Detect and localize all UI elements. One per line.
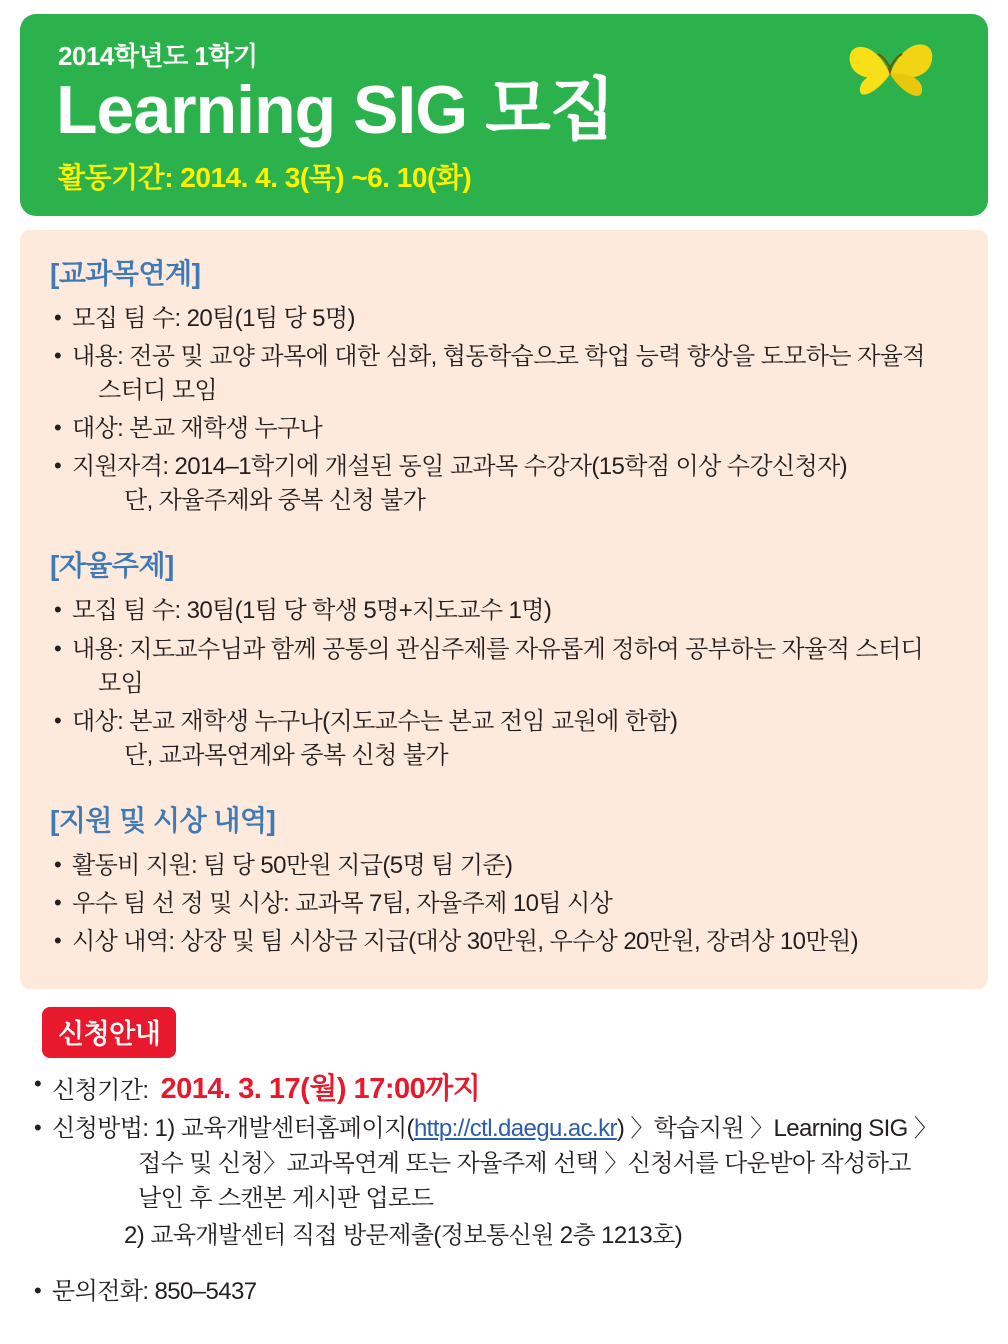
apply-method-line1-pre: 1) 교육개발센터홈페이지( xyxy=(154,1115,414,1143)
list-item-text: 활동비 지원: 팀 당 50만원 지급(5명 팀 기준) xyxy=(72,851,513,879)
list-item xyxy=(46,887,962,921)
section-title: [지원 및 시상 내역] xyxy=(50,804,276,836)
section-free-topic xyxy=(46,544,962,772)
section-title: [자율주제] xyxy=(50,550,174,582)
apply-method-line3: 날인 후 스캔본 게시판 업로드 xyxy=(138,1184,434,1212)
list-item-text: 내용: 전공 및 교양 과목에 대한 심화, 협동학습으로 학업 능력 향상을 도모하는 자율적 xyxy=(72,343,925,371)
list-item-text: 모집 팀 수: 30팀(1팀 당 학생 5명+지도교수 1명) xyxy=(72,597,552,625)
butterfly-icon xyxy=(844,32,940,116)
poster-header xyxy=(20,14,988,216)
content-panel xyxy=(20,230,988,989)
list-item-continuation: 단, 교과목연계와 중복 신청 불가 xyxy=(124,741,448,769)
list-item-text: 내용: 지도교수님과 함께 공통의 관심주제를 자유롭게 정하여 공부하는 자율적 스터디 xyxy=(72,635,924,663)
section-bullet-list xyxy=(46,594,962,772)
list-item-text: 모집 팀 수: 20팀(1팀 당 5명) xyxy=(72,305,355,332)
list-item-continuation: 스터디 모임 xyxy=(98,377,217,405)
list-item-text: 지원자격: 2014–1학기에 개설된 동일 교과목 수강자(15학점 이상 수강신청자) xyxy=(72,453,848,481)
apply-method-line4: 2) 교육개발센터 직접 방문제출(정보통신원 2층 1213호) xyxy=(124,1221,683,1249)
list-item xyxy=(46,412,962,446)
section-course-linked xyxy=(46,252,962,518)
apply-period-label: 신청기간: xyxy=(52,1077,149,1105)
apply-deadline-value: 2014. 3. 17(월) 17:00까지 xyxy=(160,1073,481,1106)
apply-phone-item xyxy=(26,1275,982,1310)
page-title: Learning SIG 모집 xyxy=(56,72,615,148)
apply-method-line1-post: ) 〉학습지원 〉Learning SIG 〉 xyxy=(616,1115,938,1143)
section-title: [교과목연계] xyxy=(50,258,201,289)
list-item xyxy=(46,340,962,408)
list-item xyxy=(46,633,962,701)
list-item-continuation: 단, 자율주제와 중복 신청 불가 xyxy=(124,487,426,515)
section-bullet-list xyxy=(46,849,962,959)
list-item-text: 우수 팀 선 정 및 시상: 교과목 7팀, 자율주제 10팀 시상 xyxy=(72,889,613,917)
list-item-text: 대상: 본교 재학생 누구나(지도교수는 본교 전임 교원에 한함) xyxy=(72,707,678,735)
list-item-text: 대상: 본교 재학생 누구나 xyxy=(72,415,323,443)
header-activity-period: 활동기간: 2014. 4. 3(목) ~6. 10(화) xyxy=(58,162,472,194)
section-bullet-list xyxy=(46,302,962,518)
list-item xyxy=(46,302,962,336)
contact-phone: 문의전화: 850–5437 xyxy=(52,1278,257,1306)
list-item-text: 시상 내역: 상장 및 팀 시상금 지급(대상 30만원, 우수상 20만원, 장려상 10만원) xyxy=(72,928,858,956)
list-item xyxy=(46,925,962,959)
ctl-homepage-link[interactable]: http://ctl.daegu.ac.kr xyxy=(413,1115,617,1143)
apply-method-label: 신청방법: xyxy=(52,1115,149,1143)
list-item xyxy=(46,705,962,773)
apply-method-line2: 접수 및 신청〉교과목연계 또는 자율주제 선택 〉신청서를 다운받아 작성하고 xyxy=(138,1149,911,1177)
status-badge: 신청안내 xyxy=(42,1007,176,1058)
header-eyebrow: 2014학년도 1학기 xyxy=(58,41,258,71)
apply-bullet-list xyxy=(26,1068,982,1310)
section-support-awards xyxy=(46,799,962,959)
apply-method-item xyxy=(26,1112,982,1253)
list-item-continuation: 모임 xyxy=(98,669,144,697)
list-item xyxy=(46,594,962,628)
apply-period-item xyxy=(26,1068,982,1110)
list-item xyxy=(46,849,962,883)
apply-section xyxy=(20,1007,988,1310)
list-item xyxy=(46,450,962,518)
